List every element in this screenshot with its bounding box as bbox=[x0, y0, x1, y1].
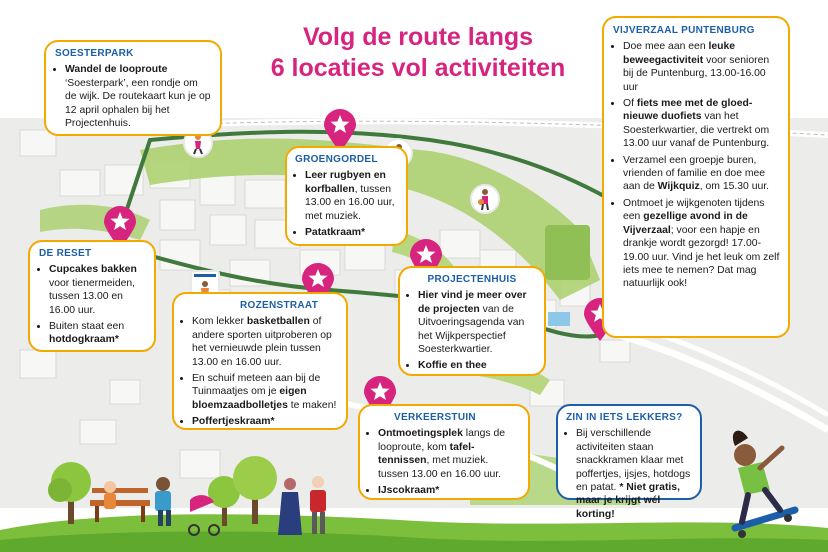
activity-item bbox=[378, 484, 520, 497]
activity-highlight: IJscokraam* bbox=[378, 485, 440, 497]
box-heading: SOESTERPARK bbox=[55, 48, 134, 59]
activity-highlight: Patatkraam* bbox=[305, 227, 366, 239]
activity-item bbox=[623, 197, 780, 291]
info-box-vijverzaal bbox=[602, 16, 790, 338]
activity-highlight: hotdogkraam* bbox=[49, 334, 119, 346]
activity-highlight: eigen bloemzaadbolletjes bbox=[192, 386, 307, 411]
activity-list bbox=[182, 315, 338, 428]
activity-item bbox=[49, 263, 145, 317]
info-box-dereset bbox=[28, 240, 156, 352]
page-title bbox=[218, 22, 618, 84]
activity-text: of andere sporten uitproberen op het vernieuwde plein tussen 13.00 en 16.00 uur. bbox=[192, 316, 332, 368]
activity-text: langs de looproute, kom bbox=[378, 428, 506, 453]
box-heading: VERKEERSTUIN bbox=[394, 412, 476, 423]
activity-highlight: leuke beweegactiviteit bbox=[623, 41, 736, 66]
activity-item bbox=[418, 359, 536, 372]
activity-list bbox=[39, 263, 145, 346]
activity-item bbox=[192, 372, 338, 412]
info-box-groengordel bbox=[285, 146, 408, 246]
activity-item bbox=[418, 289, 536, 356]
box-heading: ZIN IN IETS LEKKERS? bbox=[566, 412, 683, 423]
activity-item bbox=[305, 226, 398, 239]
activity-text: , tussen 13.00 en 16.00 uur, met muziek. bbox=[305, 183, 395, 222]
activity-highlight: fiets mee met de gloed-nieuwe duofiets bbox=[623, 98, 753, 123]
activity-text: Buiten staat een bbox=[49, 321, 125, 333]
box-heading: PROJECTENHUIS bbox=[427, 274, 517, 285]
activity-highlight: Wijkquiz bbox=[657, 181, 700, 193]
activity-text: En schuif meteen aan bij de Tuinmaatjes om je bbox=[192, 373, 321, 398]
activity-item bbox=[192, 415, 338, 428]
activity-text: ; voor een hapje en drankje wordt gezorgd! 17.00-19.00 uur. Vind je het leuk om zelf iets mee te nemen? Dat mag natuurlijk ook! bbox=[623, 224, 780, 290]
activity-text: Kom lekker bbox=[192, 316, 247, 328]
activity-highlight: Cupcakes bakken bbox=[49, 264, 137, 276]
activity-highlight: Wandel de looproute bbox=[65, 64, 168, 76]
info-box-verkeerstuin bbox=[358, 404, 530, 500]
activity-item bbox=[576, 427, 692, 521]
activity-item bbox=[192, 315, 338, 369]
activity-text: van de Uitvoeringsagenda van het Wijkperspectief Soesterkwartier. bbox=[418, 303, 525, 356]
activity-text: Bij verschillende activiteiten staan snackkramen klaar met poffertjes, ijsjes, hotdogs en patat. bbox=[576, 428, 691, 494]
activity-highlight: Poffertjeskraam* bbox=[192, 416, 275, 428]
activity-list bbox=[295, 169, 398, 239]
activity-item bbox=[65, 63, 211, 130]
activity-text: te maken! bbox=[287, 399, 337, 411]
activity-text: Verzamel een groepje buren, vrienden of familie en doe mee aan de bbox=[623, 154, 766, 193]
activity-list bbox=[613, 40, 780, 290]
box-heading: ROZENSTRAAT bbox=[240, 300, 319, 311]
box-heading: GROENGORDEL bbox=[295, 154, 378, 165]
activity-text: ‘Soesterpark’, een rondje om de wijk. De routekaart kun je op 12 april ophalen bij het Projectenhuis. bbox=[65, 77, 211, 130]
info-box-projectenhuis bbox=[398, 266, 546, 376]
activity-item bbox=[623, 97, 780, 151]
activity-highlight: gezellige avond in de Vijverzaal bbox=[623, 211, 748, 236]
info-box-soesterpark bbox=[44, 40, 222, 136]
info-box-rozenstraat bbox=[172, 292, 348, 430]
title-line-2: 6 locaties vol activiteiten bbox=[270, 54, 566, 82]
activity-highlight: tafel-tennissen bbox=[378, 441, 475, 467]
activity-list bbox=[566, 427, 692, 521]
activity-text: Of bbox=[623, 98, 637, 110]
activity-text: voor tienermeiden, tussen 13.00 en 16.00 uur. bbox=[49, 277, 136, 316]
activity-highlight: basketballen bbox=[246, 316, 310, 328]
activity-highlight: * Niet gratis, maar je krijgt wél korting! bbox=[576, 482, 680, 520]
info-box-snacks bbox=[556, 404, 702, 520]
title-line-1: Volg de route langs bbox=[302, 23, 534, 51]
activity-item bbox=[623, 40, 780, 94]
activity-text: van het Soesterkwartier, die vertrekt om 13.00 uur vanaf de Puntenburg. bbox=[623, 111, 770, 150]
activity-list bbox=[55, 63, 211, 130]
activity-text: Ontmoet je wijkgenoten tijdens een bbox=[623, 197, 765, 223]
activity-text: voor senioren bij de Puntenburg, 13.00-16.00 uur bbox=[623, 54, 770, 93]
activity-highlight: Hier vind je meer over de projecten bbox=[418, 290, 527, 315]
box-heading: DE RESET bbox=[39, 248, 92, 259]
activity-text: , met muziek. tussen 13.00 en 16.00 uur. bbox=[378, 455, 502, 480]
activity-list bbox=[368, 427, 520, 497]
activity-text: Doe mee aan een bbox=[623, 41, 709, 53]
activity-list bbox=[408, 289, 536, 372]
activity-highlight: Ontmoetingsplek bbox=[378, 428, 463, 440]
korfball-player-icon bbox=[470, 184, 500, 214]
box-heading: VIJVERZAAL PUNTENBURG bbox=[613, 25, 755, 36]
activity-item bbox=[305, 169, 398, 223]
activity-highlight: Leer rugbyen en korfballen bbox=[305, 170, 386, 195]
activity-item bbox=[623, 154, 780, 194]
activity-text: , om 15.30 uur. bbox=[699, 181, 770, 193]
activity-item bbox=[49, 320, 145, 347]
activity-highlight: Koffie en thee bbox=[418, 360, 487, 372]
activity-item bbox=[378, 427, 520, 481]
